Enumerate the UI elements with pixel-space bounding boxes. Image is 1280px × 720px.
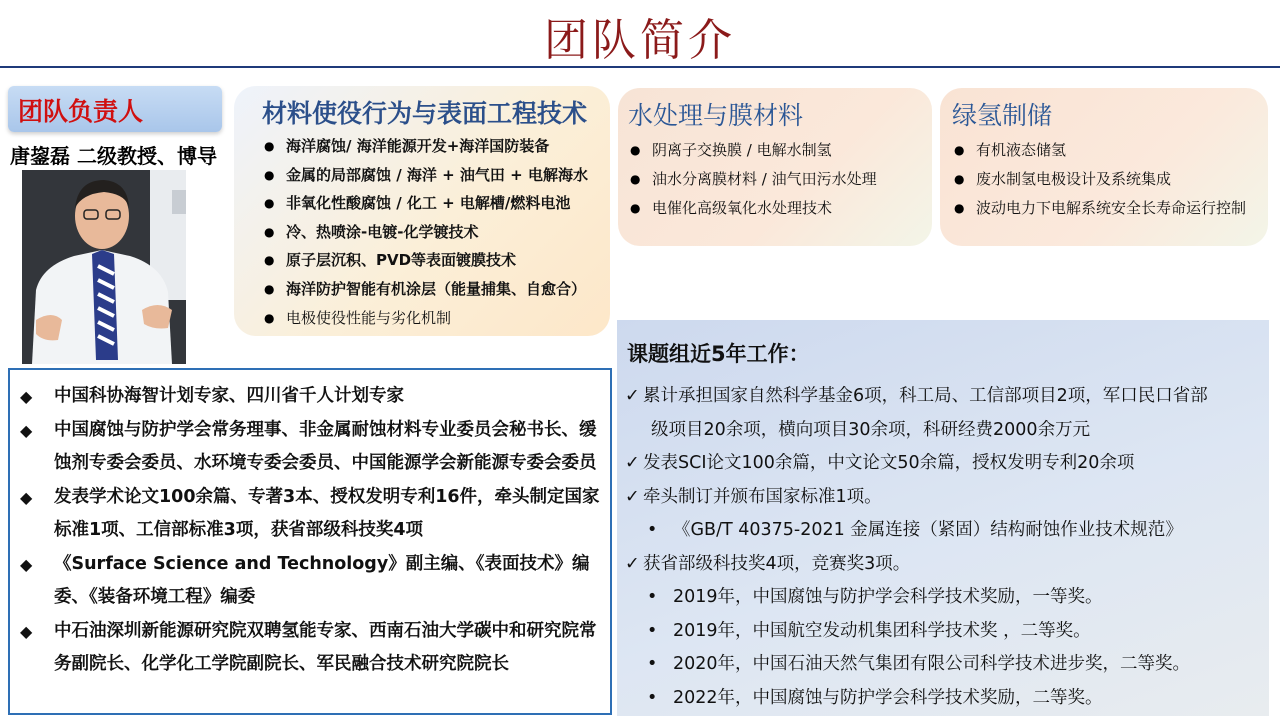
honor-item xyxy=(18,481,606,548)
work-text: 《GB/T 40375-2021 金属连接（紧固）结构耐蚀作业技术规范》 xyxy=(673,520,1183,540)
work-item-awards xyxy=(625,548,1259,582)
leader-tag-label: 团队负责人 xyxy=(18,97,144,126)
hydrogen-list xyxy=(952,136,1246,223)
bullet-dot-icon: • xyxy=(647,654,658,674)
materials-heading: 材料使役行为与表面工程技术 xyxy=(262,99,588,128)
honor-item xyxy=(18,414,606,481)
list-item: ● 海洋防护智能有机涂层（能量捕集、自愈合） xyxy=(262,275,588,304)
list-item: ● 海洋腐蚀/ 海洋能源开发+海洋国防装备 xyxy=(262,132,588,161)
work-subitem xyxy=(625,648,1259,682)
work-text: 2019年，中国航空发动机集团科学技术奖 ，二等奖。 xyxy=(673,620,1091,641)
list-item: ● 废水制氢电极设计及系统集成 xyxy=(952,165,1246,194)
work-text: 2019年，中国腐蚀与防护学会科学技术奖励，一等奖。 xyxy=(673,587,1103,607)
check-icon: ✓ xyxy=(625,486,640,507)
bullet-dot-icon: • xyxy=(647,587,658,607)
work-box xyxy=(617,320,1269,716)
water-panel xyxy=(618,88,932,246)
list-item: ● 电催化高级氧化水处理技术 xyxy=(628,194,877,223)
work-title: 课题组近5年工作： xyxy=(627,342,810,366)
honor-item xyxy=(18,380,606,414)
hydrogen-heading: 绿氢制储 xyxy=(952,101,1053,130)
honor-text: 《Surface Science and Technology》副主编、《表面技术》编委、《装备环境工程》编委 xyxy=(54,553,590,607)
list-item: ● 金属的局部腐蚀 / 海洋 + 油气田 + 电解海水 xyxy=(262,161,588,190)
page-title: 团队简介 xyxy=(544,15,736,66)
work-item-papers xyxy=(625,447,1259,481)
diamond-bullet-icon: ◆ xyxy=(20,420,33,440)
list-item: ● 波动电力下电解系统安全长寿命运行控制 xyxy=(952,194,1246,223)
hydrogen-panel xyxy=(940,88,1268,246)
work-text: 累计承担国家自然科学基金6项，科工局、工信部项目2项，军口民口省部 xyxy=(643,386,1208,406)
diamond-bullet-icon: ◆ xyxy=(20,487,33,507)
leader-tag xyxy=(8,86,222,132)
honor-text: 中国科协海智计划专家、四川省千人计划专家 xyxy=(54,386,404,406)
honor-item xyxy=(18,615,606,682)
list-item: ● 有机液态储氢 xyxy=(952,136,1246,165)
list-item: ● 阴离子交换膜 / 电解水制氢 xyxy=(628,136,877,165)
honors-list xyxy=(18,380,606,682)
water-heading: 水处理与膜材料 xyxy=(628,101,804,130)
work-item-funding xyxy=(625,380,1259,447)
work-text: 2020年，中国石油天然气集团有限公司科学技术进步奖，二等奖。 xyxy=(673,654,1191,674)
leader-name: 唐鋆磊 二级教授、博导 xyxy=(10,144,217,168)
check-icon: ✓ xyxy=(625,386,640,406)
list-item: ● 非氧化性酸腐蚀 / 化工 + 电解槽/燃料电池 xyxy=(262,189,588,218)
work-item-standard xyxy=(625,481,1259,515)
list-item: ● 电极使役性能与劣化机制 xyxy=(262,304,588,333)
honor-text: 中国腐蚀与防护学会常务理事、非金属耐蚀材料专业委员会秘书长、缓蚀剂专委会委员、水环境专委会委员、中国能源学会新能源专委会委员 xyxy=(54,419,597,473)
diamond-bullet-icon: ◆ xyxy=(20,554,33,574)
work-text: 牵头制订并颁布国家标准1项。 xyxy=(643,486,882,507)
work-text: 2022年，中国腐蚀与防护学会科学技术奖励，二等奖。 xyxy=(673,687,1103,708)
materials-list xyxy=(262,132,588,332)
title-divider xyxy=(0,66,1280,68)
honor-text: 中石油深圳新能源研究院双聘氢能专家、西南石油大学碳中和研究院常务副院长、化学化工学院副院长、军民融合技术研究院院长 xyxy=(54,620,597,674)
work-text: 获省部级科技奖4项，竞赛奖3项。 xyxy=(643,553,911,574)
honor-text: 发表学术论文100余篇、专著3本、授权发明专利16件，牵头制定国家标准1项、工信部标准3项，获省部级科技奖4项 xyxy=(54,486,600,540)
check-icon: ✓ xyxy=(625,553,640,574)
honor-item xyxy=(18,548,606,615)
leader-photo-illustration xyxy=(22,170,186,364)
list-item: ● 冷、热喷涂-电镀-化学镀技术 xyxy=(262,218,588,247)
work-subitem xyxy=(625,615,1259,649)
work-subitem xyxy=(625,682,1259,716)
bullet-dot-icon: • xyxy=(647,687,658,708)
honors-box xyxy=(8,368,612,715)
bullet-dot-icon: • xyxy=(647,620,658,641)
diamond-bullet-icon: ◆ xyxy=(20,621,33,641)
materials-panel xyxy=(234,86,610,336)
list-item: ● 油水分离膜材料 / 油气田污水处理 xyxy=(628,165,877,194)
work-subitem xyxy=(625,581,1259,615)
bullet-dot-icon: • xyxy=(647,520,658,540)
work-subitem xyxy=(625,514,1259,548)
work-list xyxy=(625,380,1259,715)
work-text: 级项目20余项，横向项目30余项，科研经费2000余万元 xyxy=(651,419,1091,440)
diamond-bullet-icon: ◆ xyxy=(20,387,33,406)
water-list xyxy=(628,136,877,223)
leader-photo xyxy=(22,170,186,364)
work-text: 发表SCI论文100余篇，中文论文50余篇，授权发明专利20余项 xyxy=(643,453,1135,473)
list-item: ● 原子层沉积、PVD等表面镀膜技术 xyxy=(262,246,588,275)
check-icon: ✓ xyxy=(625,453,640,473)
